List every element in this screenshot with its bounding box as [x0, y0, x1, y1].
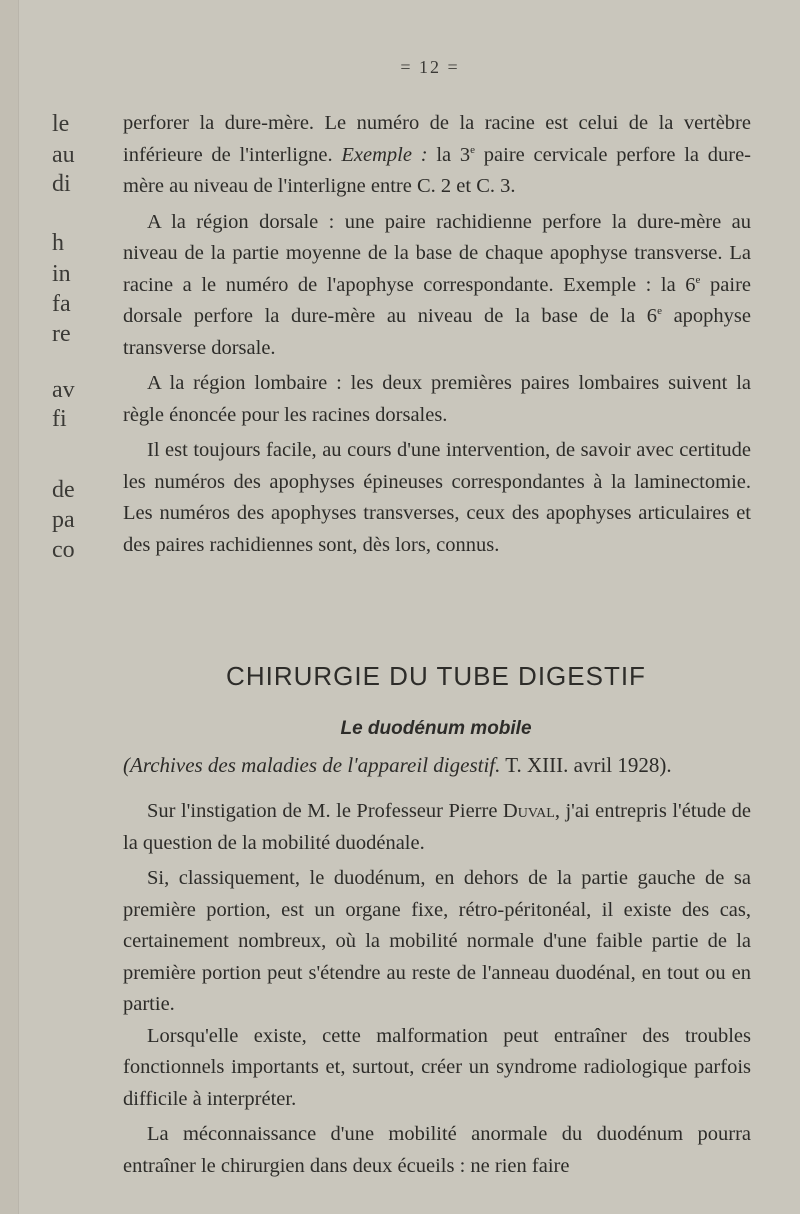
page-number: = 12 = [400, 57, 460, 77]
gutter-text: h [52, 230, 64, 256]
page-edge [0, 0, 19, 1214]
text-run: A la région dorsale : une paire rachidienne perfore la dure-mère au niveau de la partie moyenne de la base de chaque apophyse transverse. La racine a le numéro de l'apophyse correspondante. Exemple : la 6 [123, 210, 751, 296]
text-run-italic: Exemple : [341, 143, 428, 166]
gutter-text: fi [52, 406, 67, 432]
gutter-text: di [52, 171, 71, 197]
gutter-text: le [52, 111, 70, 137]
gutter-text: au [52, 142, 75, 168]
paragraph: Si, classiquement, le duodénum, en dehors de la partie gauche de sa première portion, est un organe fixe, rétro-péritonéal, il existe des cas, certainement nombreux, où la mobilité normale d'une faible partie de la première portion peut s'étendre au reste de l'anneau duodénal, en tout ou en partie. [123, 867, 751, 1015]
gutter-text: in [52, 261, 71, 287]
text-run: paire cervicale perfore la dure-mère au niveau de l'interligne entre C. 2 et C. 3. [123, 143, 752, 197]
paragraph: La méconnaissance d'une mobilité anormale du duodénum pourra entraîner le chirurgien dans deux écueils : ne rien faire [123, 1123, 751, 1177]
text-run: paire dorsale perfore la dure-mère au niveau de la base de la 6 [123, 273, 751, 327]
text-run: la 3 [427, 143, 471, 166]
text-run: apophyse transverse dorsale. [123, 305, 751, 359]
citation [123, 750, 783, 781]
paragraph [123, 207, 751, 365]
citation-ref: T. XIII. avril 1928). [500, 753, 672, 777]
paragraph: A la région lombaire : les deux premières paires lombaires suivent la règle énoncée pour les racines dorsales. [123, 372, 751, 426]
text-run: Sur l'instigation de M. le Professeur Pierre [147, 800, 503, 822]
citation-journal: (Archives des maladies de l'appareil digestif. [123, 753, 501, 777]
superscript: e [657, 305, 662, 318]
gutter-text: fa [52, 291, 71, 317]
paragraph [123, 108, 751, 203]
author-name: Duval [502, 800, 555, 822]
text-run: perforer la dure-mère. Le numéro de la racine est celui de la vertèbre inférieure de l'interligne. [123, 112, 751, 166]
paragraph [123, 796, 751, 859]
article-title: Le duodénum mobile [340, 718, 532, 739]
text-run: , j'ai entrepris l'étude de la question de la mobilité duodénale. [123, 800, 751, 854]
gutter-text: de [52, 477, 75, 503]
gutter-text: av [52, 377, 75, 403]
gutter-text: pa [52, 507, 75, 533]
paragraph: Lorsqu'elle existe, cette malformation peut entraîner des troubles fonctionnels importants et, surtout, créer un syndrome radiologique parfois difficile à interpréter. [123, 1024, 751, 1110]
superscript: e [695, 273, 701, 286]
section-title: CHIRURGIE DU TUBE DIGESTIF [226, 661, 646, 691]
superscript: e [470, 143, 476, 156]
paragraph: Il est toujours facile, au cours d'une intervention, de savoir avec certitude les numéros des apophyses épineuses correspondantes à la laminectomie. Les numéros des apophyses transverses, ceux des apophyses articulaires et des paires rachidiennes sont, dès lors, connus. [123, 439, 751, 556]
body-text-bottom [123, 796, 751, 1182]
gutter-text: re [52, 321, 71, 347]
gutter-text: co [52, 537, 75, 563]
body-text-top [123, 108, 751, 561]
